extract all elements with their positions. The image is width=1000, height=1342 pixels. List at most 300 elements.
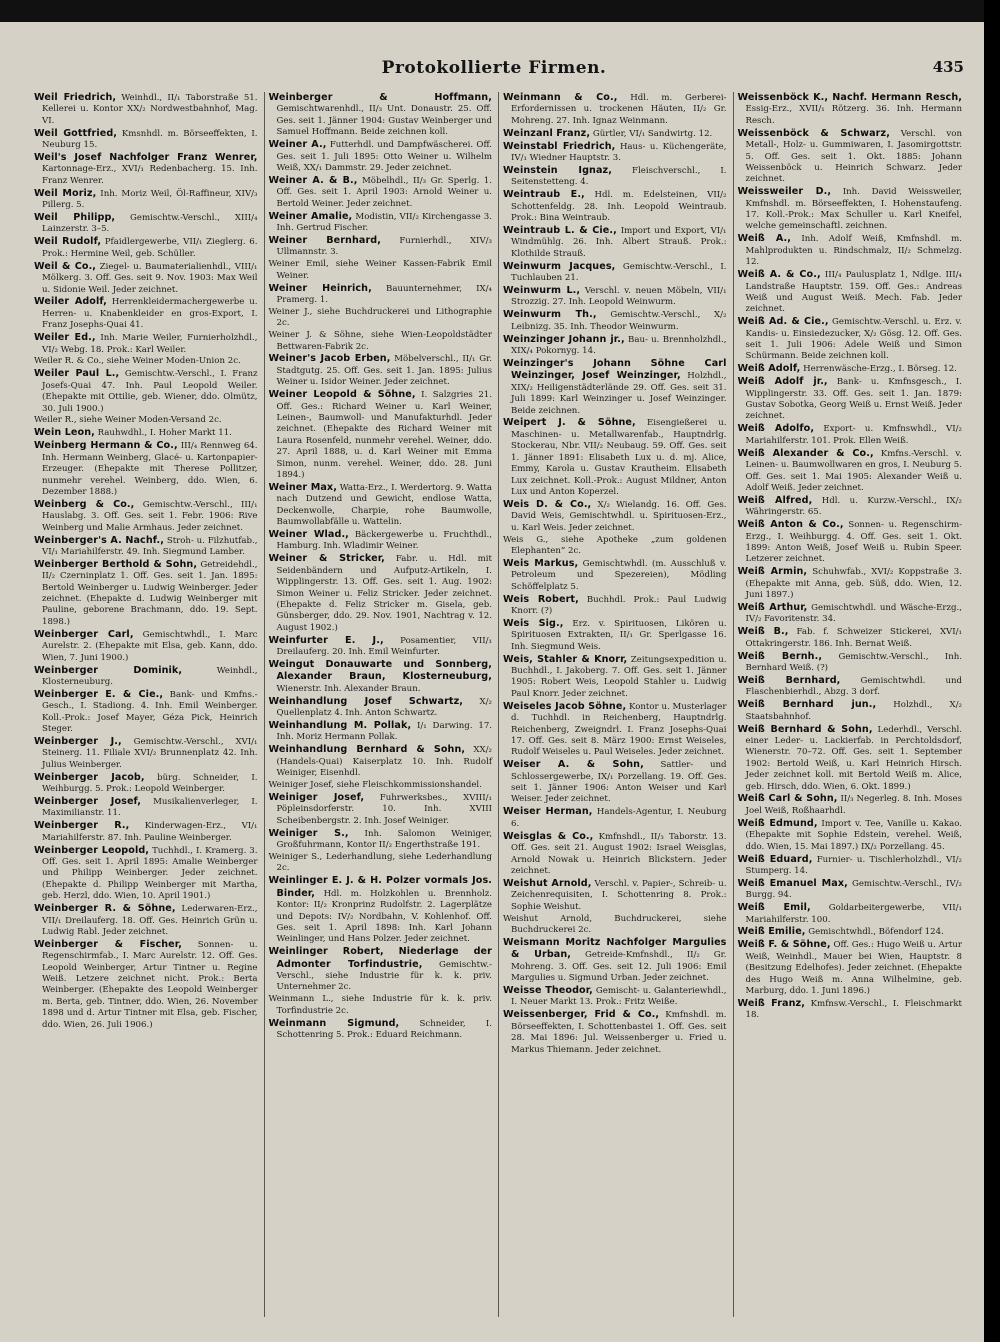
firm-name: Weishut Arnold, bbox=[503, 877, 592, 889]
firm-details: Gemischtw.-Verschl., XIII/₄ Lainzerstr. 3–5. bbox=[42, 213, 258, 235]
firm-details: Weiner J., siehe Buchdruckerei und Lithographie 2c. bbox=[268, 306, 492, 329]
directory-entry bbox=[269, 720, 493, 744]
directory-entry bbox=[503, 618, 727, 653]
directory-entry bbox=[503, 358, 727, 417]
directory-entry bbox=[738, 793, 963, 817]
firm-details: Gemischtw.-Verschl., siehe Industrie für k. k. priv. Unternehmer 2c. bbox=[276, 959, 492, 993]
firm-name: Weissenböck & Schwarz, bbox=[737, 127, 890, 139]
directory-entry bbox=[269, 139, 493, 174]
firm-details: Haus- u. Küchengeräte, IV/₁ Wiedner Hauptstr. 3. bbox=[511, 141, 727, 164]
firm-details: Erz. v. Spirituosen, Likören u. Spirituosen Extrakten, II/₁ Gr. Sperlgasse 16. Inh. Siegmund Weis. bbox=[511, 618, 727, 652]
firm-name: Weinfurter E. J., bbox=[268, 634, 384, 646]
firm-details: Weiner J. & Söhne, siehe Wien-Leopoldstädter Bettwaren-Fabrik 2c. bbox=[268, 330, 492, 352]
firm-details: III/₄ Paulusplatz 1, Ndlge. III/₄ Landstraße Hauptstr. 159. Off. Ges.: Andreas Weiß und August Weiß. Mech. Fab. Jeder zeichnet. bbox=[745, 270, 962, 315]
directory-entry bbox=[34, 939, 258, 1031]
directory-entry bbox=[269, 283, 493, 307]
firm-details: Ziegel- u. Baumaterialienhdl., VIII/₁ Mölkerg. 3. Off. Ges. seit 9. Nov. 1903: Max Weil u. Sidonie Weil. Jeder zeichnet. bbox=[42, 261, 258, 295]
firm-details: Import und Export, VI/₁ Windmühlg. 26. Inh. Albert Strauß. Prok.: Klothilde Strauß. bbox=[511, 225, 727, 259]
directory-entry bbox=[738, 675, 963, 699]
firm-name: Weintraub L. & Cie., bbox=[503, 224, 617, 236]
firm-name: Weiß B., bbox=[737, 626, 789, 638]
directory-entry bbox=[503, 417, 727, 498]
directory-entry bbox=[503, 985, 727, 1009]
firm-name: Weipert J. & Söhne, bbox=[503, 417, 636, 429]
directory-entry bbox=[34, 368, 258, 415]
firm-name: Weis Sig., bbox=[503, 617, 564, 629]
firm-details: bürg. Schneider, I. Weihburgg. 5. Prok.: Leopold Weinberger. bbox=[42, 772, 258, 795]
firm-name: Weiniger S., bbox=[268, 827, 349, 839]
directory-entry bbox=[269, 696, 493, 720]
directory-entry bbox=[503, 92, 727, 127]
firm-details: Verschl. v. neuen Möbeln, VII/₁ Strozzig. 27. Inh. Leopold Weinwurm. bbox=[511, 286, 727, 308]
directory-entry bbox=[503, 309, 727, 333]
firm-details: Handels-Agentur, I. Neuburg 6. bbox=[511, 807, 727, 829]
directory-entry bbox=[503, 594, 727, 618]
directory-entry bbox=[738, 818, 963, 853]
directory-entry bbox=[34, 212, 258, 236]
firm-details: II/₃ Negerleg. 8. Inh. Moses Joel Weiß, Roßhaarhdl. bbox=[745, 794, 962, 816]
firm-details: Gemischt- u. Galanteriewhdl., I. Neuer Markt 13. Prok.: Fritz Weiße. bbox=[511, 985, 727, 1008]
directory-entry bbox=[738, 128, 963, 186]
directory-entry bbox=[269, 211, 493, 235]
firm-name: Weiß A., bbox=[737, 233, 792, 245]
firm-details: Essig-Erz., XVII/₁ Rötzerg. 36. Inh. Hermann Resch. bbox=[745, 104, 962, 126]
directory-entry bbox=[503, 189, 727, 224]
directory-entry bbox=[269, 482, 493, 529]
directory-entry bbox=[34, 845, 258, 903]
directory-entry bbox=[34, 296, 258, 331]
firm-name: Weinberger Josef, bbox=[34, 795, 142, 807]
directory-entry bbox=[503, 225, 727, 260]
directory-entry bbox=[738, 376, 963, 423]
directory-entry bbox=[738, 902, 963, 926]
page-header bbox=[24, 58, 964, 86]
firm-details: Herrenkleidermachergewerbe u. Herren- u. Knabenkleider en gros-Export, I. Franz Josephs-Quai 41. bbox=[42, 297, 258, 331]
firm-name: Weiß A. & Co., bbox=[737, 269, 821, 281]
directory-entry bbox=[34, 188, 258, 212]
firm-name: Weiner Amalie, bbox=[268, 210, 353, 222]
firm-details: Weiler R., siehe Weiner Moden-Versand 2c. bbox=[34, 415, 222, 426]
directory-entry bbox=[503, 141, 727, 165]
firm-name: Weinberger Jacob, bbox=[34, 771, 145, 783]
firm-details: Fab. f. Schweizer Stickerei, XVI/₁ Ottakringerstr. 186. Inh. Bernat Weiß. bbox=[745, 627, 962, 649]
firm-name: Weinberg Hermann & Co., bbox=[34, 440, 178, 452]
directory-entry bbox=[738, 423, 963, 447]
firm-details: Bank- u. Kmfnsgesch., I. Wipplingerstr. 33. Off. Ges. seit 1. Jan. 1879: Gustav Sobotka, Georg Weiß u. Ernst Weiß. Jeder zeichnet. bbox=[745, 377, 963, 422]
firm-name: Weiß Adolfo, bbox=[737, 423, 815, 435]
directory-entry bbox=[738, 363, 963, 375]
firm-details: Getreide-Kmfnshdl., II/₂ Gr. Mohreng. 3. Off. Ges. seit 12. Juli 1906: Emil Margulies u. Sigmund Urban. Jeder zeichnet. bbox=[511, 950, 727, 984]
directory-entry bbox=[269, 875, 493, 945]
firm-name: Weinstabl Friedrich, bbox=[503, 140, 616, 152]
directory-entry bbox=[34, 261, 258, 296]
firm-details: Weinhdl., Klosterneuburg. bbox=[42, 665, 258, 687]
directory-entry bbox=[503, 165, 727, 189]
directory-entry bbox=[503, 128, 727, 140]
firm-details: Weiler R. & Co., siehe Weiner Moden-Union 2c. bbox=[34, 356, 241, 367]
firm-name: Weiß Alfred, bbox=[737, 494, 813, 506]
firm-details: Kmfnshdl. m. Börseeffekten, I. Schottenbastei 1. Off. Ges. seit 28. Mai 1896: Jul. Weissenberger u. Fried u. Markus Thiemann. Jeder zeichnet. bbox=[511, 1010, 727, 1055]
firm-name: Weinzinger Johann jr., bbox=[503, 333, 625, 345]
directory-entry bbox=[269, 175, 493, 210]
firm-name: Weiß Bernhard & Sohn, bbox=[737, 723, 873, 735]
firm-name: Weiser A. & Sohn, bbox=[503, 759, 644, 771]
directory-entry bbox=[269, 946, 493, 994]
directory-entry bbox=[738, 878, 963, 902]
firm-details: Posamentier, VII/₁ Dreilauferg. 20. Inh. Emil Weinfurter. bbox=[276, 635, 492, 658]
directory-entry bbox=[269, 1018, 493, 1042]
directory-entry bbox=[738, 854, 963, 878]
directory-entry bbox=[34, 772, 258, 796]
firm-name: Weil Moriz, bbox=[34, 187, 97, 199]
firm-name: Weinhandlung Bernhard & Sohn, bbox=[268, 744, 466, 756]
firm-name: Weis Markus, bbox=[503, 557, 579, 569]
firm-details: Kartonnage-Erz., XVI/₁ Redenbacherg. 15. Inh. Franz Wenrer. bbox=[42, 164, 258, 186]
firm-name: Weinstein Ignaz, bbox=[503, 164, 612, 176]
firm-name: Weiseles Jacob Söhne, bbox=[503, 700, 627, 712]
firm-name: Weiß F. & Söhne, bbox=[737, 939, 831, 951]
firm-name: Weiner Wlad., bbox=[268, 529, 349, 541]
firm-details: Eisengießerei u. Maschinen- u. Metallwarenfab., Hauptndrlg. Stockerau, Nbr. VII/₂ Neubaug. 59. Off. Ges. seit 1. Jänner 1891: Elisabeth Lux u. d. mj. Alice, Emmy, Karola u. Gustav Krautheim. Elisabeth Lux zeichnet. Koll.-Prok.: August Mildner, Anton Lux und Anton Koperzel. bbox=[511, 418, 727, 497]
firm-details: Gemischtw.-Verschl., XVI/₁ Steinerg. 11. Filiale XVI/₂ Brunnenplatz 42. Inh. Julius Weinberger. bbox=[42, 736, 258, 770]
firm-details: Hdl. m. Edelsteinen, VII/₂ Schottenfeldg. 28. Inh. Leopold Weintraub. Prok.: Bina Weintraub. bbox=[511, 190, 727, 224]
firm-details: Gemischtw.-Verschl., I. Tuchlauben 21. bbox=[511, 261, 727, 284]
directory-entry bbox=[34, 665, 258, 689]
firm-details: Weishut Arnold, Buchdruckerei, siehe Buchdruckerei 2c. bbox=[503, 913, 727, 935]
firm-name: Weiner Max, bbox=[268, 481, 337, 493]
firm-details: Zeitungsexpedition u. Buchhdl., I. Jakoberg. 7. Off. Ges. seit 1. Jänner 1905: Robert Weis, Leopold Stahler u. Ludwig Paul Knorr. Jeder zeichnet. bbox=[511, 654, 727, 699]
firm-name: Weiniger Josef, bbox=[268, 791, 365, 803]
directory-entry bbox=[34, 736, 258, 771]
firm-details: I/₁ Darwing. 17. Inh. Moriz Hermann Pollak. bbox=[276, 721, 493, 743]
firm-details: Hdl. m. Gerberei-Erfordernissen u. trockenen Häuten, II/₂ Gr. Mohreng. 27. Inh. Ignaz Weinmann. bbox=[511, 93, 727, 126]
firm-details: Weiniger Josef, siehe Fleischkommissionshandel. bbox=[268, 780, 482, 791]
firm-name: Weiner A. & B., bbox=[268, 174, 358, 186]
firm-name: Weinberger & Hoffmann, bbox=[268, 92, 492, 103]
directory-entry bbox=[503, 654, 727, 701]
firm-name: Weiß Armin, bbox=[737, 566, 808, 578]
firm-details: Weinhdl., II/₁ Taborstraße 51. Kellerei u. Kontor XX/₂ Nordwestbahnhof, Mag. VI. bbox=[42, 93, 258, 126]
firm-details: Weis G., siehe Apotheke „zum goldenen Elephanten“ 2c. bbox=[503, 534, 727, 556]
firm-details: Kmfns.-Verschl. v. Leinen- u. Baumwollwaren en gros, I. Neuburg 5. Off. Ges. seit 1. Mai 1905: Alexander Weiß u. Adolf Weiß. Jeder zeichnet. bbox=[745, 448, 962, 493]
directory-entry bbox=[34, 92, 258, 127]
firm-name: Weinberger Dominik, bbox=[34, 664, 183, 676]
column-2 bbox=[265, 92, 500, 1317]
directory-entry bbox=[503, 878, 727, 913]
firm-details: Modistin, VII/₂ Kirchengasse 3. Inh. Gertrud Fischer. bbox=[276, 211, 493, 233]
directory-entry bbox=[738, 269, 963, 316]
firm-details: Fuhrwerksbes., XVIII/₁ Pöpleinsdorferstr. 10. Inh. XVIII Scheibenbergstr. 2. Inh. Josef Weiniger. bbox=[276, 792, 492, 826]
firm-details: Gemischtwhdl. und Flaschenbierhdl., Abzg. 3 dorf. bbox=[745, 675, 963, 698]
directory-entry bbox=[34, 796, 258, 820]
directory-entry bbox=[269, 235, 493, 259]
firm-name: Weis D. & Co., bbox=[503, 498, 592, 510]
firm-name: Weil & Co., bbox=[34, 260, 97, 272]
directory-entry bbox=[738, 602, 963, 626]
directory-entry bbox=[269, 994, 493, 1017]
firm-name: Weiß Bernhard, bbox=[737, 674, 841, 686]
firm-details: Bauunternehmer, IX/₄ Pramerg. 1. bbox=[276, 283, 492, 305]
firm-name: Weiner Bernhard, bbox=[268, 234, 382, 246]
directory-entry bbox=[34, 629, 258, 664]
firm-details: Gemischtw.-Verschl., III/₁ Hauslabg. 3. Off. Ges. seit 1. Febr. 1906: Rive Weinberg und Malie Armhaus. Jeder zeichnet. bbox=[42, 499, 258, 533]
firm-details: Inh. Salomon Weiniger, Großfuhrmann, Kontor II/₂ Engerthstraße 191. bbox=[276, 828, 493, 851]
firm-name: Weinberger & Fischer, bbox=[34, 938, 182, 950]
firm-details: Kmsnhdl. m. Börseeffekten, I. Neuburg 15. bbox=[42, 128, 258, 151]
firm-details: Bäckergewerbe u. Fruchthdl., Hamburg. Inh. Wladimir Weiner. bbox=[276, 530, 492, 552]
firm-details: Fabr. u. Hdl. mit Seidenbändern und Aufputz-Artikeln, I. Wipplingerstr. 13. Off. Ges. seit 1. Aug. 1902: Simon Weiner u. Feliz Stricker. Jeder zeichnet. (Ehepakte d. Feliz Stricker m. Gisela, geb. Günsberger, ddo. 29. Nov. 1901, Nachtrag v. 12. August 1902.) bbox=[276, 554, 493, 633]
firm-details: Sonnen- u. Regenschirm-Erzg., I. Weihburgg. 4. Off. Ges. seit 1. Okt. 1899: Anton Weiß, Josef Weiß u. Rubin Speer. Letzerer zeichnet. bbox=[745, 520, 962, 565]
firm-details: Inh. Adolf Weiß, Kmfnshdl. m. Mahlprodukten u. Rindschmalz, II/₂ Schmelzg. 12. bbox=[745, 234, 963, 268]
directory-entry bbox=[269, 92, 493, 139]
firm-name: Weinlinger Robert, Niederlage der Admonter Torfindustrie, bbox=[268, 946, 492, 970]
directory-entry bbox=[503, 806, 727, 830]
firm-name: Weinhandlung Josef Schwartz, bbox=[268, 695, 464, 707]
firm-name: Weiß Alexander & Co., bbox=[737, 447, 874, 459]
firm-details: Kinderwagen-Erz., VI/₁ Mariahilferstr. 87. Inh. Pauline Weinberger. bbox=[42, 821, 258, 843]
firm-details: Hdl. m. Holzkohlen u. Brennholz. Kontor: II/₂ Kronprinz Rudolfstr. 2. Lagerplätze und Depots: IV/₂ Nordbahn, V. Kohlenhof. Off. Ges. seit 1. April 1898: Inh. Karl Johann Weinlinger, und Hans Polzer. Jeder zeichnet. bbox=[276, 888, 492, 945]
directory-entry bbox=[503, 535, 727, 558]
directory-entry bbox=[34, 535, 258, 559]
firm-name: Weiß Emilie, bbox=[737, 926, 806, 938]
firm-name: Weinwurm Th., bbox=[503, 309, 597, 321]
firm-name: Weil Gottfried, bbox=[34, 127, 118, 139]
firm-name: Weiler Ed., bbox=[34, 332, 96, 344]
directory-entry bbox=[269, 389, 493, 481]
directory-entry bbox=[738, 566, 963, 601]
firm-name: Weinmann Sigmund, bbox=[268, 1017, 400, 1029]
directory-entry bbox=[738, 651, 963, 675]
column-1 bbox=[30, 92, 265, 1317]
firm-name: Weinwurm L., bbox=[503, 285, 581, 296]
directory-entry bbox=[34, 152, 258, 187]
directory-entry bbox=[269, 553, 493, 634]
directory-entry bbox=[34, 903, 258, 938]
firm-details: Hdl. u. Kurzw.-Verschl., IX/₂ Währingerstr. 65. bbox=[745, 495, 962, 518]
directory-entry bbox=[738, 519, 963, 566]
directory-entry bbox=[269, 744, 493, 779]
directory-entry bbox=[738, 186, 963, 233]
directory-entry bbox=[34, 427, 258, 439]
firm-name: Weiß Anton & Co., bbox=[737, 519, 844, 531]
firm-details: Goldarbeitergewerbe, VII/₁ Mariahilferstr. 100. bbox=[745, 903, 962, 925]
directory-entry bbox=[738, 233, 963, 268]
firm-details: Inh. David Weissweiler, Kmfnshdl. m. Börseeffekten, I. Hohenstaufeng. 17. Koll.-Prok.: Max Schuller u. Karl Kneifel, welche gemeinschaftl. zeichnen. bbox=[745, 187, 963, 232]
directory-entry bbox=[269, 259, 493, 282]
directory-entry bbox=[738, 926, 963, 938]
directory-entry bbox=[503, 937, 727, 985]
firm-details: Gürtler, VI/₁ Sandwirtg. 12. bbox=[592, 128, 713, 139]
firm-name: Weinwurm Jacques, bbox=[503, 260, 616, 272]
firm-details: Möbelverschl., II/₁ Gr. Stadtgutg. 25. Off. Ges. seit 1. Jan. 1895: Julius Weiner u. Isidor Weiner. Jeder zeichnet. bbox=[276, 354, 493, 388]
firm-details: Kmfnsw.-Verschl., I. Fleischmarkt 18. bbox=[745, 998, 962, 1021]
directory-entry bbox=[269, 635, 493, 659]
firm-name: Weiß Franz, bbox=[737, 997, 805, 1009]
firm-details: I. Salzgries 21. Off. Ges.: Richard Weiner u. Karl Weiner, Leinen-, Baumwoll- und Manufakturhdl. Jeder zeichnet. (Ehepakte des Richard Weiner mit Laura Rosenfeld, nunmehr verehel. Weiner, ddo. 27. April 1888, u. d. Karl Weiner mit Emma Simon, nunm. verehel. Weiner, ddo. 28. Juni 1894.) bbox=[276, 390, 492, 480]
firm-name: Weiß Adolf jr., bbox=[737, 376, 828, 388]
firm-name: Weil Friedrich, bbox=[34, 92, 117, 103]
directory-entry bbox=[738, 316, 963, 363]
directory-entry bbox=[34, 689, 258, 736]
directory-entry bbox=[34, 128, 258, 152]
firm-name: Weiner's Jacob Erben, bbox=[268, 353, 391, 365]
column-4 bbox=[734, 92, 969, 1317]
firm-details: Musikalienverleger, I. Maximilianstr. 11. bbox=[42, 796, 258, 819]
directory-entry bbox=[738, 448, 963, 495]
directory-entry bbox=[738, 699, 963, 723]
firm-name: Weiner & Stricker, bbox=[268, 553, 385, 565]
directory-entry bbox=[34, 499, 258, 534]
directory-entry bbox=[269, 307, 493, 330]
firm-details: Gemischtwarenhdl., II/₃ Unt. Donaustr. 25. Off. Ges. seit 1. Jänner 1904: Gustav Weinberger und Samuel Hoffmann. Beide zeichnen koll. bbox=[276, 104, 492, 138]
directory-entry bbox=[269, 780, 493, 791]
directory-entry bbox=[34, 820, 258, 844]
firm-details: Watta-Erz., I. Werdertorg. 9. Watta nach Dutzend und Gewicht, endlose Watta, Deckenwolle, Charpie, rohe Baumwolle, Baumwollabfälle u. Wattelin. bbox=[276, 482, 493, 528]
firm-details: Export- u. Kmfnswhdl., VI/₂ Mariahilferstr. 101. Prok. Ellen Weiß. bbox=[745, 424, 962, 446]
directory-entry bbox=[269, 529, 493, 553]
firm-details: Stroh- u. Filzhutfab., VI/₁ Mariahilferstr. 49. Inh. Siegmund Lamber. bbox=[42, 535, 258, 557]
firm-details: Bank- und Kmfns.-Gesch., I. Stadiong. 4. Inh. Emil Weinberger. Koll.-Prok.: Josef Mayer, Géza Pick, Heinrich Steger. bbox=[42, 689, 258, 735]
directory-entry bbox=[269, 852, 493, 875]
firm-name: Weil Philipp, bbox=[34, 212, 116, 224]
firm-details: Gemischtw.-Verschl. u. Erz. v. Kandis- u. Einsiedezucker, X/₂ Gösg. 12. Off. Ges. seit 1. Juli 1906: Adele Weiß und Simon Schürmann. Beide zeichnen koll. bbox=[745, 317, 963, 362]
firm-name: Weiß Arthur, bbox=[737, 601, 808, 613]
directory-entry bbox=[503, 499, 727, 534]
firm-name: Weiner Leopold & Söhne, bbox=[268, 389, 416, 401]
directory-entry bbox=[34, 440, 258, 498]
directory-entry bbox=[738, 626, 963, 650]
firm-details: Verschl. von Metall-, Holz- u. Gummiwaren, I. Jasomirgottstr. 5. Off. Ges. seit 1. Okt. 1885: Johann Weissenböck u. Heinrich Schwarz. Jeder zeichnet. bbox=[745, 128, 962, 185]
directory-entry bbox=[269, 353, 493, 388]
firm-details: Gemischtwhdl., Böfendorf 124. bbox=[808, 927, 944, 938]
firm-details: Gemischtw.-Verschl., X/₂ Leibnizg. 35. Inh. Theodor Weinwurm. bbox=[511, 310, 727, 332]
firm-name: Weinberger E. & Cie., bbox=[34, 688, 164, 700]
directory-entry bbox=[269, 792, 493, 827]
directory-entry bbox=[269, 330, 493, 353]
firm-name: Weinhandlung M. Pollak, bbox=[268, 720, 412, 732]
firm-name: Weiß Eduard, bbox=[737, 853, 813, 865]
directory-entry bbox=[34, 236, 258, 260]
firm-details: Futterhdl. und Dampfwäscherei. Off. Ges. seit 1. Juli 1895: Otto Weiner u. Wilhelm Weiß, XX/₁ Dammstr. 29. Jeder zeichnet. bbox=[276, 140, 492, 173]
firm-name: Weis, Stahler & Knorr, bbox=[503, 653, 628, 665]
firm-details: Gemischtwhdl. (m. Ausschluß v. Petroleum und Spezereien), Mödling Schöffelplatz 5. bbox=[511, 558, 727, 592]
firm-name: Weiß Bernh., bbox=[737, 650, 823, 662]
firm-details: Off. Ges.: Hugo Weiß u. Artur Weiß, Weinhdl., Mauer bei Wien, Hauptstr. 8 (Besitzung Edelhofes). Jeder zeichnet. (Ehepakte des Hugo Weiß m. Anna Wilhelmine, geb. Marburg, ddo. 1. Juni 1896.) bbox=[745, 940, 962, 996]
firm-details: Weiniger S., Lederhandlung, siehe Lederhandlung 2c. bbox=[268, 852, 492, 874]
firm-details: Furnier- u. Tischlerholzhdl., VI/₂ Stumperg. 14. bbox=[745, 854, 962, 876]
firm-name: Weiler Paul L., bbox=[34, 368, 120, 380]
firm-name: Weiß Emil, bbox=[737, 902, 811, 914]
firm-name: Weissenberger, Frid & Co., bbox=[503, 1009, 660, 1021]
directory-entry bbox=[738, 998, 963, 1022]
firm-name: Weingut Donauwarte und Sonnberg, Alexander Braun, Klosterneuburg, bbox=[268, 659, 492, 683]
firm-details: Furnierhdl., XIV/₃ Ullmannstr. 3. bbox=[276, 235, 493, 258]
firm-name: Weis Robert, bbox=[503, 593, 579, 605]
firm-details: Gemischtwhdl., I. Marc Aurelstr. 2. (Ehepakte mit Elsa, geb. Kann, ddo. Wien, 7. Juni 1900.) bbox=[42, 629, 258, 663]
firm-details: XX/₂ (Handels-Quai) Kaiserplatz 10. Inh. Rudolf Weiniger, Eisenhdl. bbox=[276, 745, 492, 779]
directory-entry bbox=[503, 1009, 727, 1056]
firm-name: Weiser Herman, bbox=[503, 806, 593, 818]
scan-top-edge bbox=[0, 0, 1000, 22]
firm-details: Gemischtw.-Verschl., IV/₂ Burgg. 94. bbox=[745, 878, 962, 901]
firm-name: Weiß Emanuel Max, bbox=[737, 877, 848, 889]
directory-entry bbox=[34, 415, 258, 426]
firm-name: Weinberger's A. Nachf., bbox=[34, 534, 165, 546]
firm-name: Weiner Heinrich, bbox=[268, 282, 372, 294]
firm-details: Gemischtwhdl. und Wäsche-Erzg., IV/₂ Favoritenstr. 34. bbox=[745, 602, 962, 625]
directory-entry bbox=[503, 334, 727, 358]
firm-name: Weismann Moritz Nachfolger Margulies & Urban, bbox=[503, 936, 727, 961]
directory-entry bbox=[34, 356, 258, 367]
firm-name: Weiß Edmund, bbox=[737, 817, 818, 829]
directory-entry bbox=[34, 332, 258, 356]
firm-name: Weiß Adolf, bbox=[737, 363, 801, 375]
firm-details: Weinmann L., siehe Industrie für k. k. priv. Torfindustrie 2c. bbox=[268, 994, 492, 1016]
firm-details: Lederhdl., Verschl. einer Leder- u. Lackierfab. in Perchtoldsdorf, Wienerstr. 70–72. Off. Ges. seit 1. September 1902: Bertold Weiß, u. Karl Heinrich Hirsch. Jeder zeichnet koll. mit Bertold Weiß m. Alice, geb. Hirsch, ddo. Wien, 6. Okt. 1899.) bbox=[745, 724, 963, 792]
firm-name: Weinberg & Co., bbox=[34, 498, 135, 510]
firm-name: Weinberger Leopold, bbox=[34, 844, 150, 856]
firm-name: Weinzanl Franz, bbox=[503, 127, 591, 139]
firm-details: Wienerstr. Inh. Alexander Braun. bbox=[276, 683, 421, 694]
directory-entry bbox=[503, 759, 727, 806]
scan-right-edge bbox=[984, 0, 1000, 1342]
directory-entry bbox=[503, 261, 727, 285]
firm-details: Inh. Moriz Weil, Öl-Raffineur, XIV/₃ Pillerg. 5. bbox=[42, 188, 258, 211]
firm-details: Buchhdl. Prok.: Paul Ludwig Knorr. (?) bbox=[511, 594, 727, 616]
firm-details: X/₂ Wielandg. 16. Off. Ges. David Weis, Gemischtwhdl. u. Spirituosen-Erz., u. Karl Weis. Jeder zeichnet. bbox=[511, 499, 727, 533]
directory-entry bbox=[34, 559, 258, 628]
firm-details: Schuhwfab., XVI/₂ Koppstraße 3. (Ehepakte mit Anna, geb. Süß, ddo. Wien, 12. Juni 1897.) bbox=[745, 567, 962, 601]
firm-name: Wein Leon, bbox=[34, 427, 95, 439]
directory-entry bbox=[738, 92, 963, 127]
firm-details: Import v. Tee, Vanille u. Kakao. (Ehepakte mit Sophie Edstein, verehel. Weiß, ddo. Wien, 15. Mai 1897.) IX/₂ Porzellang. 45. bbox=[745, 818, 962, 852]
firm-name: Weissenböck K., Nachf. Hermann Resch, bbox=[737, 92, 962, 103]
firm-details: Holzhdl., XIX/₂ Heiligenstädterlände 29. Off. Ges. seit 31. Juli 1899: Karl Weinzinger u. Josef Weinzinger. Beide zeichnen. bbox=[511, 371, 727, 416]
firm-name: Weintraub E., bbox=[503, 189, 585, 201]
firm-details: Tuchhdl., I. Kramerg. 3. Off. Ges. seit 1. April 1895: Amalie Weinberger und Philipp Weinberger. Jeder zeichnet. (Ehepakte d. Philipp Weinberger mit Martha, geb. Herzl, ddo. Wien, 10. April 1901.) bbox=[42, 845, 258, 902]
firm-name: Weinberger Carl, bbox=[34, 628, 134, 640]
firm-details: Verschl. v. Papier-, Schreib- u. Zeichenrequisiten, I. Schottenring 8. Prok.: Sophie Weishut. bbox=[511, 878, 727, 912]
firm-name: Weinberger J., bbox=[34, 735, 122, 747]
directory-entry bbox=[503, 914, 727, 937]
firm-name: Weisse Theodor, bbox=[503, 984, 593, 996]
firm-name: Weisglas & Co., bbox=[503, 830, 594, 842]
firm-details: Rauhwdhl., I. Hoher Markt 11. bbox=[97, 428, 232, 439]
directory-entry bbox=[503, 558, 727, 593]
firm-details: Bau- u. Brennholzhdl., XIX/₄ Pokornyg. 14. bbox=[511, 334, 727, 357]
firm-details: Getreidehdl., II/₂ Czerninplatz 1. Off. Ges. seit 1. Jan. 1895: Bertold Weinberger u. Ludwig Weinberger. Jeder zeichnet. (Ehepakte d. Ludwig Weinberger mit Pauline, geborene Brachmann, ddo. 19. Sept. 1898.) bbox=[42, 559, 258, 627]
directory-entry bbox=[503, 285, 727, 309]
firm-details: III/₄ Rennweg 64. Inh. Hermann Weinberg, Glacé- u. Kartonpapier-Erzeuger. (Ehepakte mit Therese Pollitzer, nunmehr verehel. Weinberg, ddo. Wien, 6. Dezember 1888.) bbox=[42, 441, 258, 497]
firm-name: Weissweiler D., bbox=[737, 186, 832, 198]
firm-details: X/₂ Quellenplatz 4. Inh. Anton Schwartz. bbox=[276, 696, 493, 719]
firm-name: Weil's Josef Nachfolger Franz Wenrer, bbox=[34, 152, 258, 164]
firm-name: Weinzinger's Johann Söhne Carl Weinzinger, Josef Weinzinger, bbox=[503, 357, 727, 382]
firm-name: Weil Rudolf, bbox=[34, 236, 102, 248]
firm-details: Sattler- und Schlossergewerbe, IX/₁ Porzellang. 19. Off. Ges. seit 1. Jänner 1906: Anton Weiser und Karl Weiser. Jeder zeichnet. bbox=[511, 760, 727, 805]
firm-details: Herrenwäsche-Erzg., I. Börseg. 12. bbox=[803, 364, 957, 375]
directory-entry bbox=[738, 495, 963, 519]
page-title: Protokollierte Firmen. bbox=[381, 58, 607, 78]
firm-name: Weinberger R., bbox=[34, 820, 130, 832]
firm-details: Fleischverschl., I. Seitenstetteng. 4. bbox=[511, 165, 727, 188]
directory-entry bbox=[269, 828, 493, 852]
firm-name: Weinberger Berthold & Sohn, bbox=[34, 558, 198, 570]
firm-details: Kontor u. Musterlager d. Tuchhdl. in Reichenberg, Hauptndrlg. Reichenberg, Zweigndrl. I. Franz Josephs-Quai 17. Off. Ges. seit 8. März 1900: Ernst Weiseles, Rudolf Weiseles u. Paul Weiseles. Jeder zeichnet. bbox=[511, 701, 727, 758]
firm-details: Holzhdl., X/₂ Staatsbahnhof. bbox=[745, 700, 962, 722]
firm-name: Weiß Bernhard jun., bbox=[737, 699, 877, 711]
firm-name: Weiner A., bbox=[268, 139, 327, 151]
